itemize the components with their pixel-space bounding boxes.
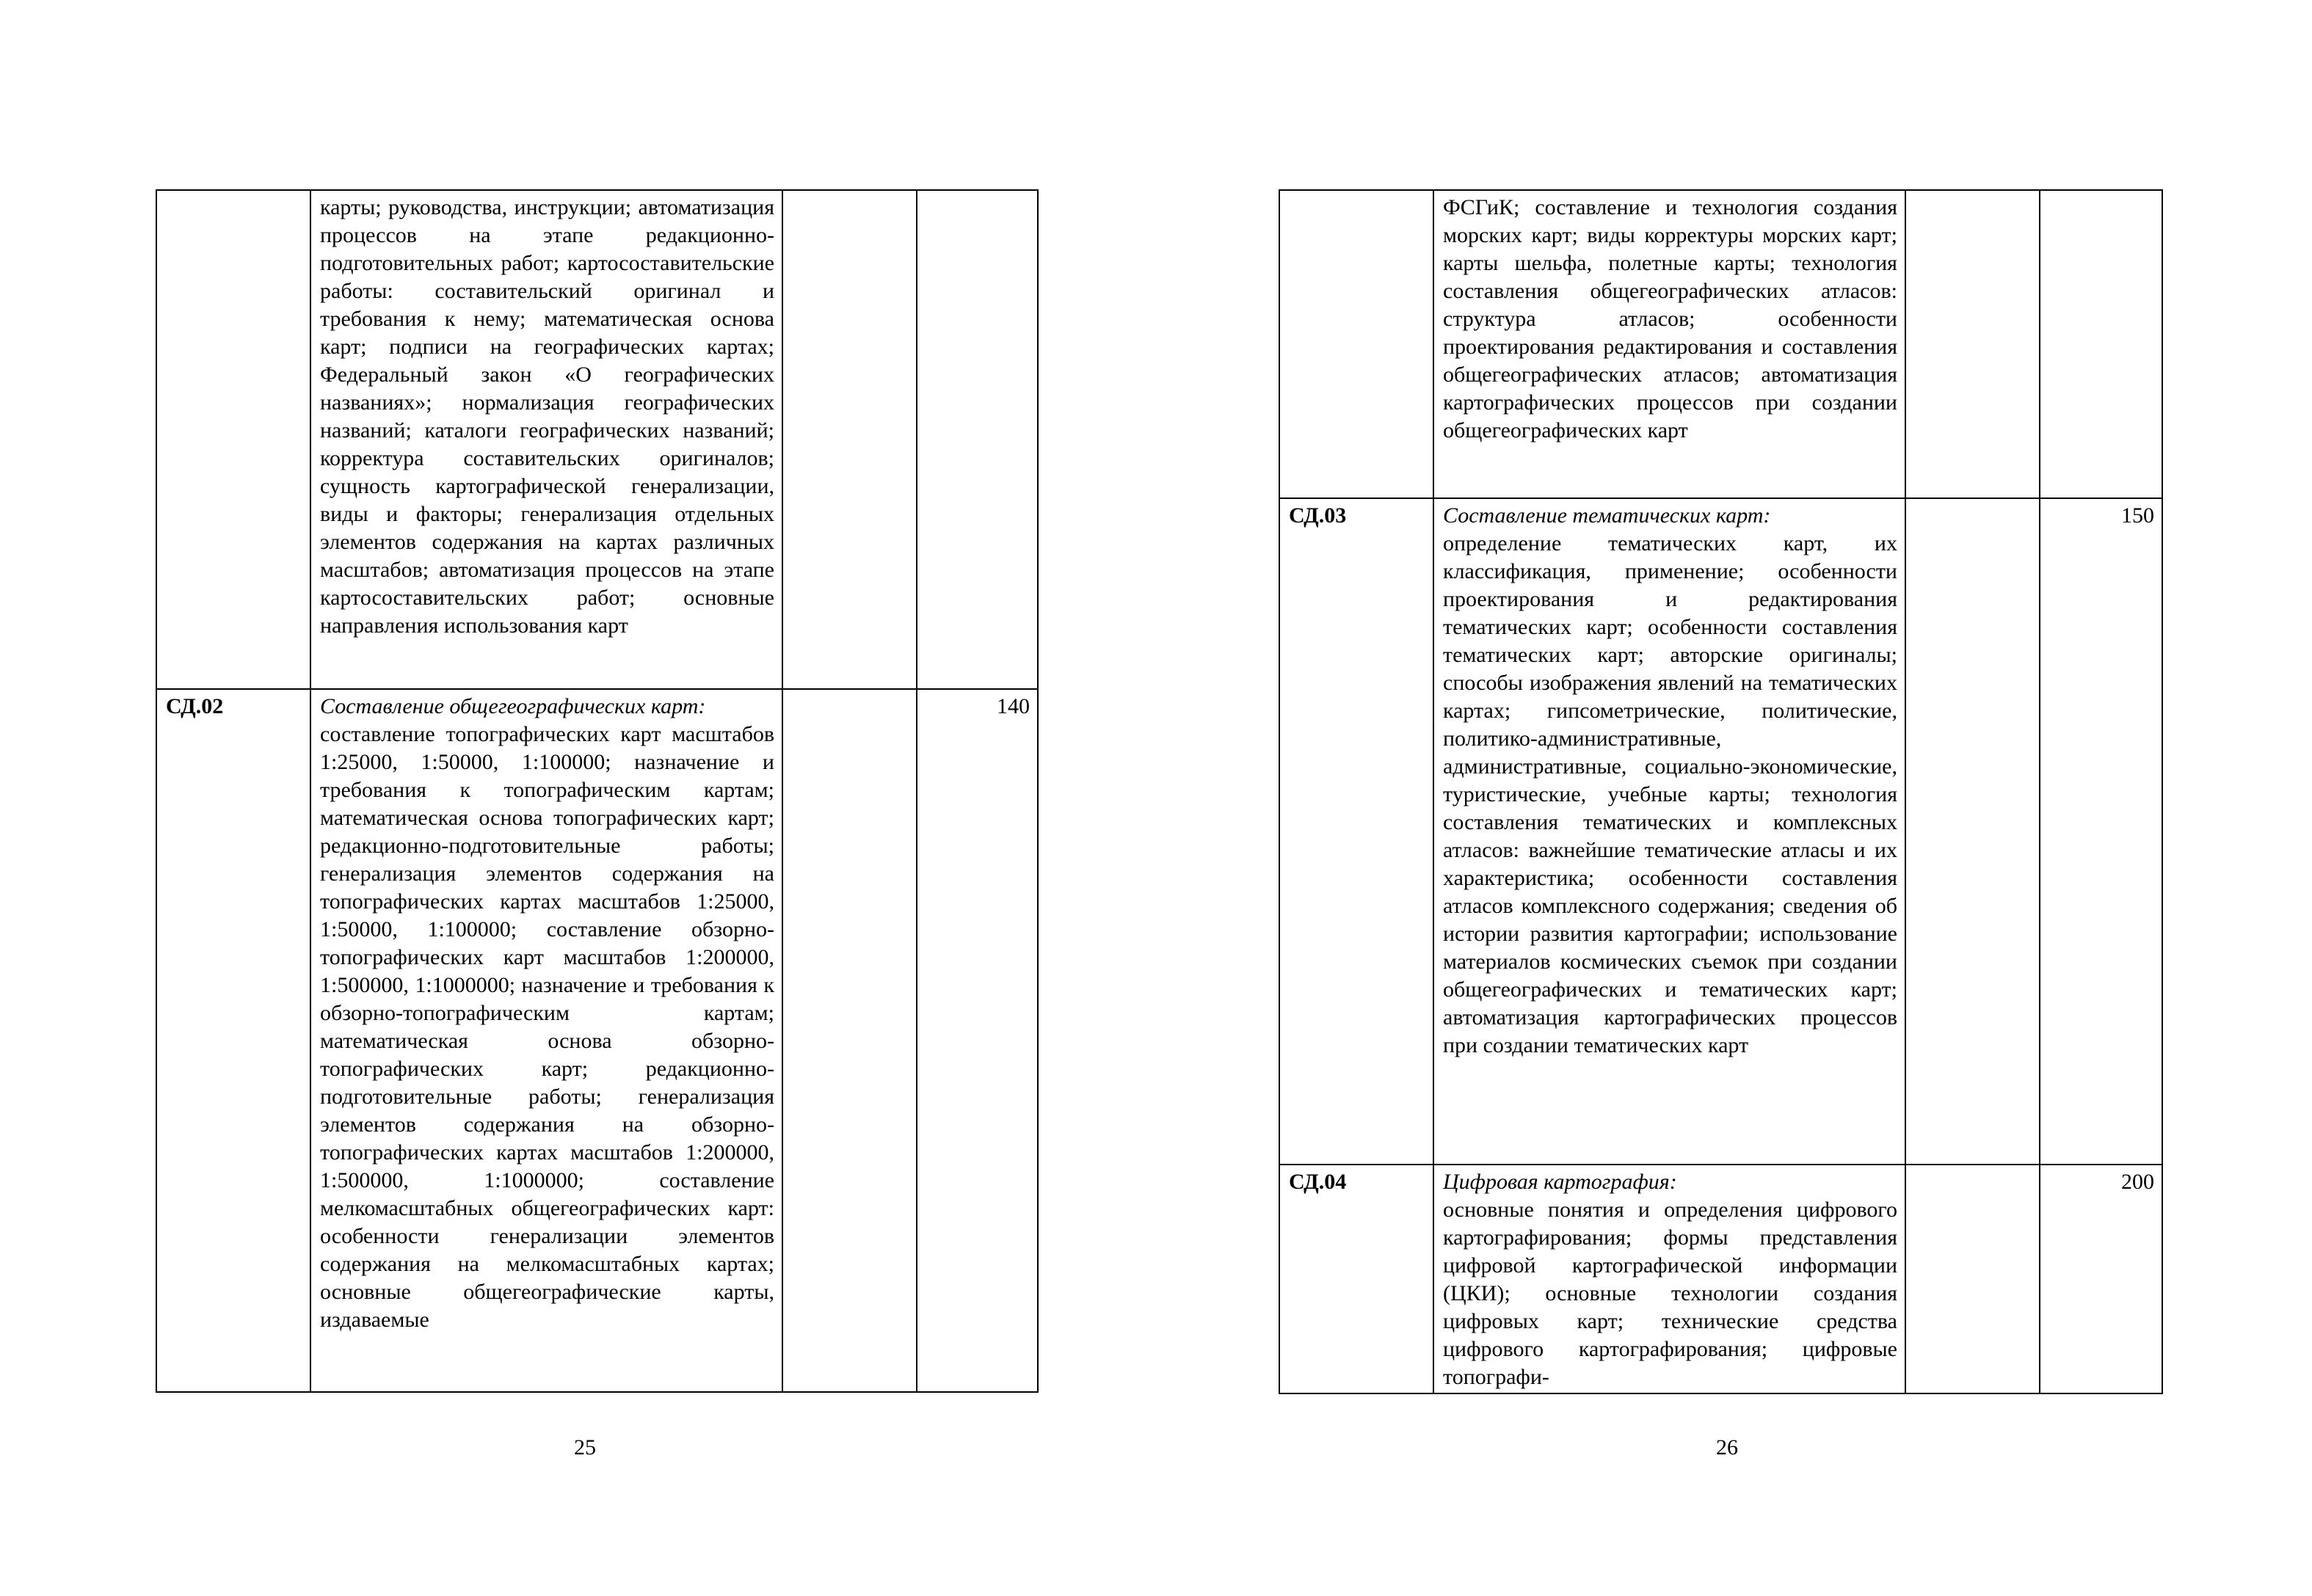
hours-cell — [917, 689, 1038, 1392]
discipline-title: Составление тематических карт: — [1443, 503, 1771, 528]
discipline-hours: 200 — [2121, 1170, 2154, 1194]
table-row — [156, 190, 1038, 689]
page-number: 26 — [1716, 1435, 1738, 1460]
hours-cell — [917, 190, 1038, 689]
hours-cell — [2040, 190, 2162, 498]
left-page-table — [156, 189, 1039, 1393]
empty-cell — [1905, 498, 2040, 1165]
table-row — [1279, 190, 2162, 498]
discipline-hours: 150 — [2121, 503, 2154, 528]
empty-cell — [1905, 190, 2040, 498]
empty-cell — [1905, 1165, 2040, 1393]
discipline-content: составление топографических карт масштабов 1:25000, 1:50000, 1:100000; назначение и требования к топографическим картам; математическая основа топографических карт; редакционно-подготовительные работы; генерализация элементов содержания на топографических картах масштабов 1:25000, 1:50000, 1:100000; составление обзорно-топографических карт масштабов 1:200000, 1:500000, 1:1000000; назначение и требования к обзорно-топографическим картам; математическая основа обзорно-топографических карт; редакционно-подготовительные работы; генерализация элементов содержания на обзорно-топографических картах масштабов 1:200000, 1:500000, 1:1000000; составление мелкомасштабных общегеографических карт: особенности генерализации элементов содержания на мелкомасштабных картах; основные общегеографические карты, издаваемые — [320, 722, 774, 1332]
content-cell — [1433, 190, 1905, 498]
right-page-table — [1279, 189, 2163, 1394]
content-cell — [1433, 498, 1905, 1165]
discipline-content: карты; руководства, инструкции; автоматизация процессов на этапе редакционно-подготовительных работ; картосоставительские работы: составительский оригинал и требования к нему; математическая основа карт; подписи на географических картах; Федеральный закон «О географических названиях»; нормализация географических названий; каталоги географических названий; корректура составительских оригиналов; сущность картографической генерализации, виды и факторы; генерализация отдельных элементов содержания на картах различных масштабов; автоматизация процессов на этапе картосоставительских работ; основные направления использования карт — [320, 195, 774, 638]
table-row — [1279, 1165, 2162, 1393]
table-row — [156, 689, 1038, 1392]
code-cell — [1279, 498, 1433, 1165]
code-cell — [1279, 190, 1433, 498]
discipline-content: основные понятия и определения цифрового картографирования; формы представления цифровой картографической информации (ЦКИ); основные технологии создания цифровых карт; технические средства цифрового картографирования; цифровые топографи- — [1443, 1198, 1897, 1389]
page-number: 25 — [574, 1435, 596, 1460]
discipline-content: определение тематических карт, их классификация, применение; особенности проектирования и редактирования тематических карт; особенности составления тематических карт; авторские оригиналы; способы изображения явлений на тематических картах; гипсометрические, политические, политико-административные, административные, социально-экономические, туристические, учебные карты; технология составления тематических и комплексных атласов: важнейшие тематические атласы и их характеристика; особенности составления атласов комплексного содержания; сведения об истории развития картографии; использование материалов космических съемок при создании общегеографических и тематических карт; автоматизация картографических процессов при создании тематических карт — [1443, 531, 1897, 1057]
hours-cell — [2040, 1165, 2162, 1393]
discipline-title: Цифровая картография: — [1443, 1170, 1677, 1194]
code-cell — [156, 190, 310, 689]
empty-cell — [782, 190, 917, 689]
discipline-code: СД.02 — [166, 694, 224, 718]
empty-cell — [782, 689, 917, 1392]
table-row — [1279, 498, 2162, 1165]
content-cell — [310, 689, 782, 1392]
discipline-content: ФСГиК; составление и технология создания морских карт; виды корректуры морских карт; карты шельфа, полетные карты; технология составления общегеографических атласов: структура атласов; особенности проектирования редактирования и составления общегеографических атласов; автоматизация картографических процессов при создании общегеографических карт — [1443, 195, 1897, 442]
discipline-hours: 140 — [997, 694, 1030, 718]
discipline-code: СД.04 — [1289, 1170, 1347, 1194]
code-cell — [156, 689, 310, 1392]
content-cell — [1433, 1165, 1905, 1393]
discipline-code: СД.03 — [1289, 503, 1347, 528]
discipline-title: Составление общегеографических карт: — [320, 694, 706, 718]
hours-cell — [2040, 498, 2162, 1165]
content-cell — [310, 190, 782, 689]
code-cell — [1279, 1165, 1433, 1393]
